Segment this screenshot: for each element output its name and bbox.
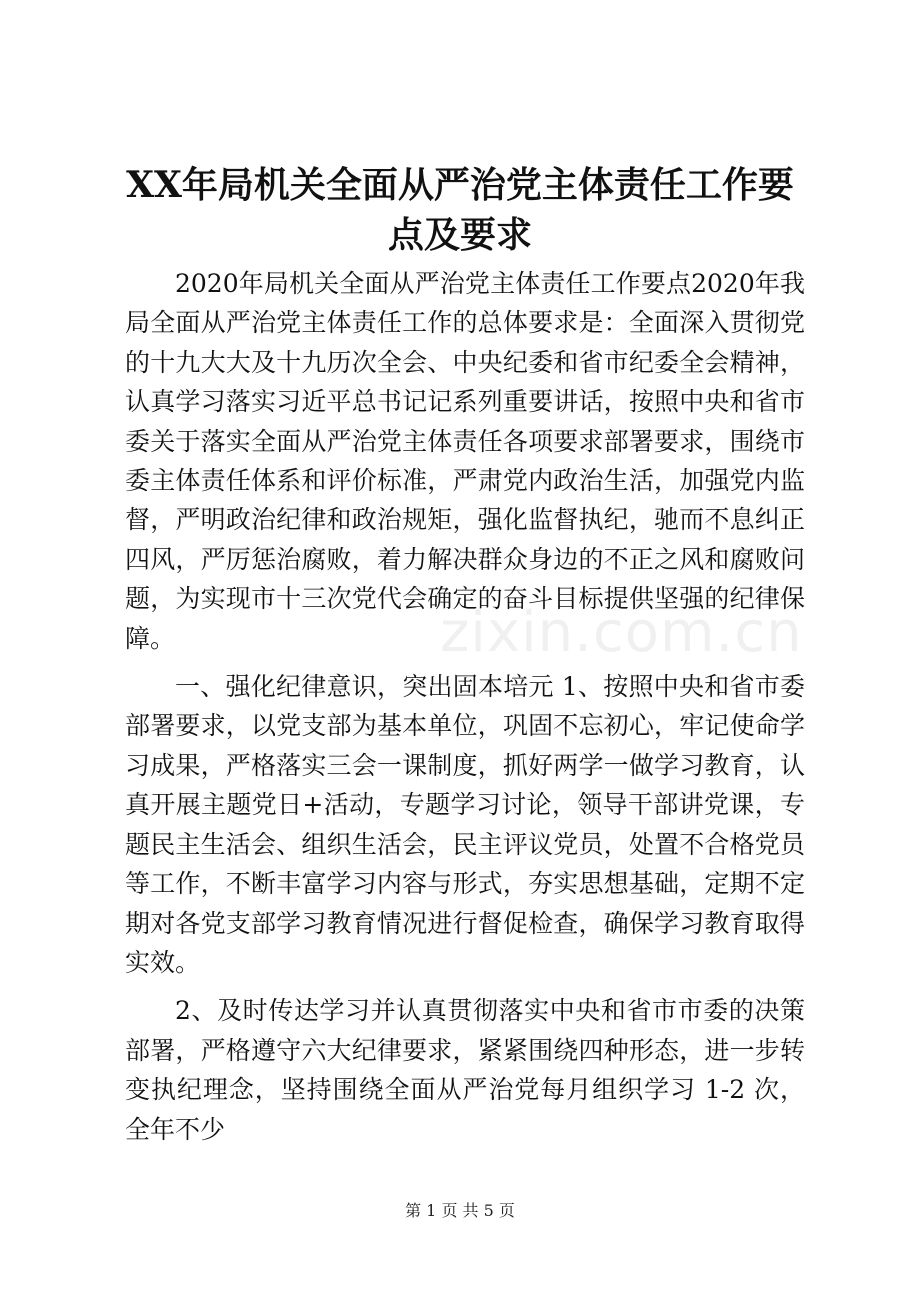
document-title: XX年局机关全面从严治党主体责任工作要点及要求 [126,164,794,256]
paragraph-2: 一、强化纪律意识，突出固本培元 1、按照中央和省市委部署要求，以党支部为基本单位，巩固不忘初心，牢记使命学习成果，严格落实三会一课制度，抓好两学一做学习教育，认真开展主题党日+活动，专题学习讨论，领导干部讲党课，专题民主生活会、组织生活会，民主评议党员，处置不合格党员等工作，不断丰富学习内容与形式，夯实思想基础，定期不定期对各党支部学习教育情况进行督促检查，确保学习教育取得实效。 [125,672,805,977]
watermark: zixin.com.cn [440,600,803,665]
paragraph-1: 2020年局机关全面从严治党主体责任工作要点2020年我局全面从严治党主体责任工作的总体要求是：全面深入贯彻党的十九大大及十九历次全会、中央纪委和省市纪委全会精神，认真学习落实习近平总书记记系列重要讲话，按照中央和省市委关于落实全面从严治党主体责任各项要求部署要求，围绕市委主体责任体系和评价标准，严肃党内政治生活，加强党内监督，严明政治纪律和政治规矩，强化监督执纪，驰而不息纠正四风，严厉惩治腐败，着力解决群众身边的不正之风和腐败问题，为实现市十三次党代会确定的奋斗目标提供坚强的纪律保障。 [125,269,805,653]
page-footer: 第 1 页 共 5 页 [405,1201,515,1220]
paragraph-3: 2、及时传达学习并认真贯彻落实中央和省市市委的决策部署，严格遵守六大纪律要求，紧紧围绕四种形态，进一步转变执纪理念，坚持围绕全面从严治党每月组织学习 1-2 次，全年不少 [125,996,805,1144]
document-body [125,264,805,1158]
